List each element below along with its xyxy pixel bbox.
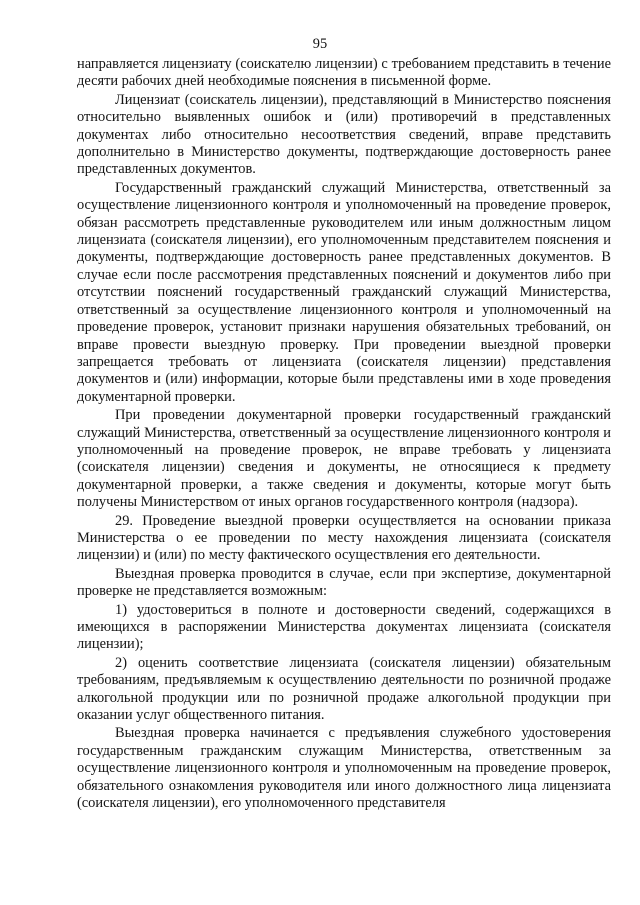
- document-body: [77, 56, 611, 813]
- paragraph-onsite-check-start: Выездная проверка начинается с предъявления служебного удостоверения государственным гражданским служащим Министерства, ответственным за осуществление лицензионного контроля и уполномоченным на проведение проверок, обязательного ознакомления руководителя или иного должностного лица лицензиата (соискателя лицензии), его уполномоченного представителя: [77, 725, 611, 812]
- paragraph-continuation: направляется лицензиату (соискателю лицензии) с требованием представить в течение десяти рабочих дней необходимые пояснения в письменной форме.: [77, 56, 611, 90]
- paragraph-civil-servant-review: Государственный гражданский служащий Министерства, ответственный за осуществление лицензионного контроля и уполномоченный на проведение проверок, обязан рассмотреть представленные руководителем или иным должностным лицом лицензиата (соискателя лицензии), его уполномоченным представителем пояснения и документы, подтверждающие достоверность ранее представленных документов. В случае если после рассмотрения представленных пояснений и документов либо при отсутствии пояснений государственный гражданский служащий Министерства, ответственный за осуществление лицензионного контроля и уполномоченный на проведение проверок, установит признаки нарушения обязательных требований, он вправе провести выездную проверку. При проведении выездной проверки запрещается требовать от лицензиата (соискателя лицензии) представления документов и (или) информации, которые были представлены ими в ходе проведения документарной проверки.: [77, 179, 611, 405]
- paragraph-item-29: 29. Проведение выездной проверки осуществляется на основании приказа Министерства о ее проведении по месту нахождения лицензиата (соискателя лицензии) и (или) по месту фактического осуществления его деятельности.: [77, 512, 611, 564]
- paragraph-documentary-check-limits: При проведении документарной проверки государственный гражданский служащий Министерства, ответственный за осуществление лицензионного контроля и уполномоченный на проведение проверок, не вправе требовать у лицензиата (соискателя лицензии) сведения и документы, не относящиеся к предмету документарной проверки, а также сведения и документы, которые могут быть получены Министерством от иных органов государственного контроля (надзора).: [77, 407, 611, 511]
- paragraph-licensee-explanations: Лицензиат (соискатель лицензии), представляющий в Министерство пояснения относительно выявленных ошибок и (или) противоречий в представленных документах либо относительно несоответствия сведений, вправе представить дополнительно в Министерство документы, подтверждающие достоверность ранее представленных документов.: [77, 91, 611, 178]
- page-number: 95: [312, 36, 328, 52]
- paragraph-onsite-check-cases: Выездная проверка проводится в случае, если при экспертизе, документарной проверке не представляется возможным:: [77, 565, 611, 600]
- list-item-2: 2) оценить соответствие лицензиата (соискателя лицензии) обязательным требованиям, предъявляемым к осуществлению деятельности по розничной продаже алкогольной продукции или по розничной продаже алкогольной продукции при оказании услуг общественного питания.: [77, 654, 611, 724]
- list-item-1: 1) удостовериться в полноте и достоверности сведений, содержащихся в имеющихся в распоряжении Министерства документах лицензиата (соискателя лицензии);: [77, 601, 611, 653]
